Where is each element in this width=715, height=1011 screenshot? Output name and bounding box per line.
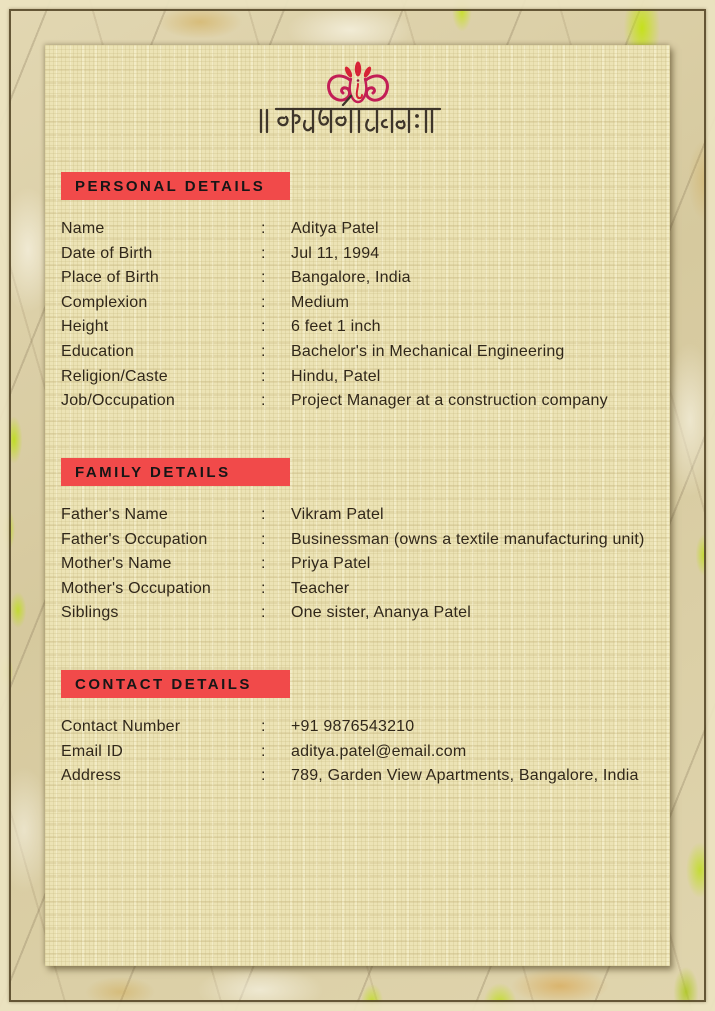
row-value: Project Manager at a construction company	[291, 392, 608, 410]
row-colon: :	[261, 579, 266, 597]
row-label: Father's Name	[61, 506, 169, 523]
detail-row-mothers-name	[61, 552, 662, 577]
row-colon: :	[261, 530, 266, 548]
row-colon: :	[261, 742, 266, 760]
row-label: Height	[61, 318, 109, 336]
detail-row-place-of-birth	[61, 266, 662, 291]
row-value: Aditya Patel	[291, 220, 379, 237]
personal-details-banner	[61, 172, 290, 200]
row-colon: :	[261, 555, 266, 573]
detail-row-religion-caste	[61, 365, 662, 390]
row-colon: :	[261, 604, 266, 622]
row-value: 6 feet 1 inch	[291, 318, 381, 336]
row-colon: :	[261, 269, 266, 287]
row-value: Jul 11, 1994	[291, 244, 380, 262]
row-label: Mother's Name	[61, 555, 172, 573]
contact-details-rows	[61, 715, 662, 789]
row-label: Education	[61, 342, 134, 360]
row-label: Religion/Caste	[61, 367, 168, 385]
biodata-card	[45, 45, 670, 966]
row-label: Address	[61, 767, 122, 785]
row-label: Name	[61, 220, 105, 237]
invocation-calligraphy	[261, 96, 440, 132]
row-value: Teacher	[291, 579, 350, 597]
row-colon: :	[261, 767, 266, 785]
row-value: Bangalore, India	[291, 269, 411, 287]
section-title: CONTACT DETAILS	[75, 675, 252, 693]
row-value: Priya Patel	[291, 555, 371, 573]
row-colon: :	[261, 342, 266, 360]
row-label: Complexion	[61, 293, 148, 311]
row-colon: :	[261, 506, 266, 523]
section-family-details	[61, 458, 662, 626]
row-value: Businessman (owns a textile manufacturing unit)	[291, 530, 645, 548]
row-colon: :	[261, 367, 266, 385]
detail-row-education	[61, 340, 662, 365]
row-colon: :	[261, 293, 266, 311]
detail-row-siblings	[61, 601, 662, 626]
row-label: Father's Occupation	[61, 530, 208, 548]
header	[45, 59, 670, 137]
section-personal-details	[61, 172, 662, 414]
row-label: Contact Number	[61, 718, 181, 735]
row-label: Email ID	[61, 742, 124, 760]
row-value: Hindu, Patel	[291, 367, 381, 385]
row-colon: :	[261, 718, 266, 735]
row-label: Date of Birth	[61, 244, 153, 262]
row-value: Vikram Patel	[291, 506, 384, 523]
personal-details-rows	[61, 217, 662, 414]
detail-row-address	[61, 764, 662, 789]
row-value: +91 9876543210	[291, 718, 415, 735]
contact-details-banner	[61, 670, 290, 698]
row-colon: :	[261, 392, 266, 410]
row-label: Mother's Occupation	[61, 579, 212, 597]
row-label: Place of Birth	[61, 269, 159, 287]
row-colon: :	[261, 244, 266, 262]
detail-row-height	[61, 315, 662, 340]
row-value: Medium	[291, 293, 350, 311]
row-value: 789, Garden View Apartments, Bangalore, India	[291, 767, 639, 785]
family-details-rows	[61, 503, 662, 626]
row-value: One sister, Ananya Patel	[291, 604, 472, 622]
detail-row-job-occupation	[61, 389, 662, 414]
row-label: Job/Occupation	[61, 392, 175, 410]
detail-row-fathers-occupation	[61, 528, 662, 553]
detail-row-complexion	[61, 291, 662, 316]
section-title: PERSONAL DETAILS	[75, 177, 266, 195]
row-colon: :	[261, 220, 266, 237]
row-value: aditya.patel@email.com	[291, 742, 467, 760]
ganesha-emblem	[243, 59, 473, 137]
detail-row-mothers-occupation	[61, 577, 662, 602]
section-title: FAMILY DETAILS	[75, 463, 231, 481]
detail-row-name	[61, 217, 662, 242]
ganesha-icon	[328, 62, 387, 103]
row-label: Siblings	[61, 604, 119, 622]
row-colon: :	[261, 318, 266, 336]
detail-row-contact-number	[61, 715, 662, 740]
family-details-banner	[61, 458, 290, 486]
section-contact-details	[61, 670, 662, 789]
detail-row-email-id	[61, 740, 662, 765]
detail-row-date-of-birth	[61, 242, 662, 267]
detail-row-fathers-name	[61, 503, 662, 528]
row-value: Bachelor's in Mechanical Engineering	[291, 342, 565, 360]
